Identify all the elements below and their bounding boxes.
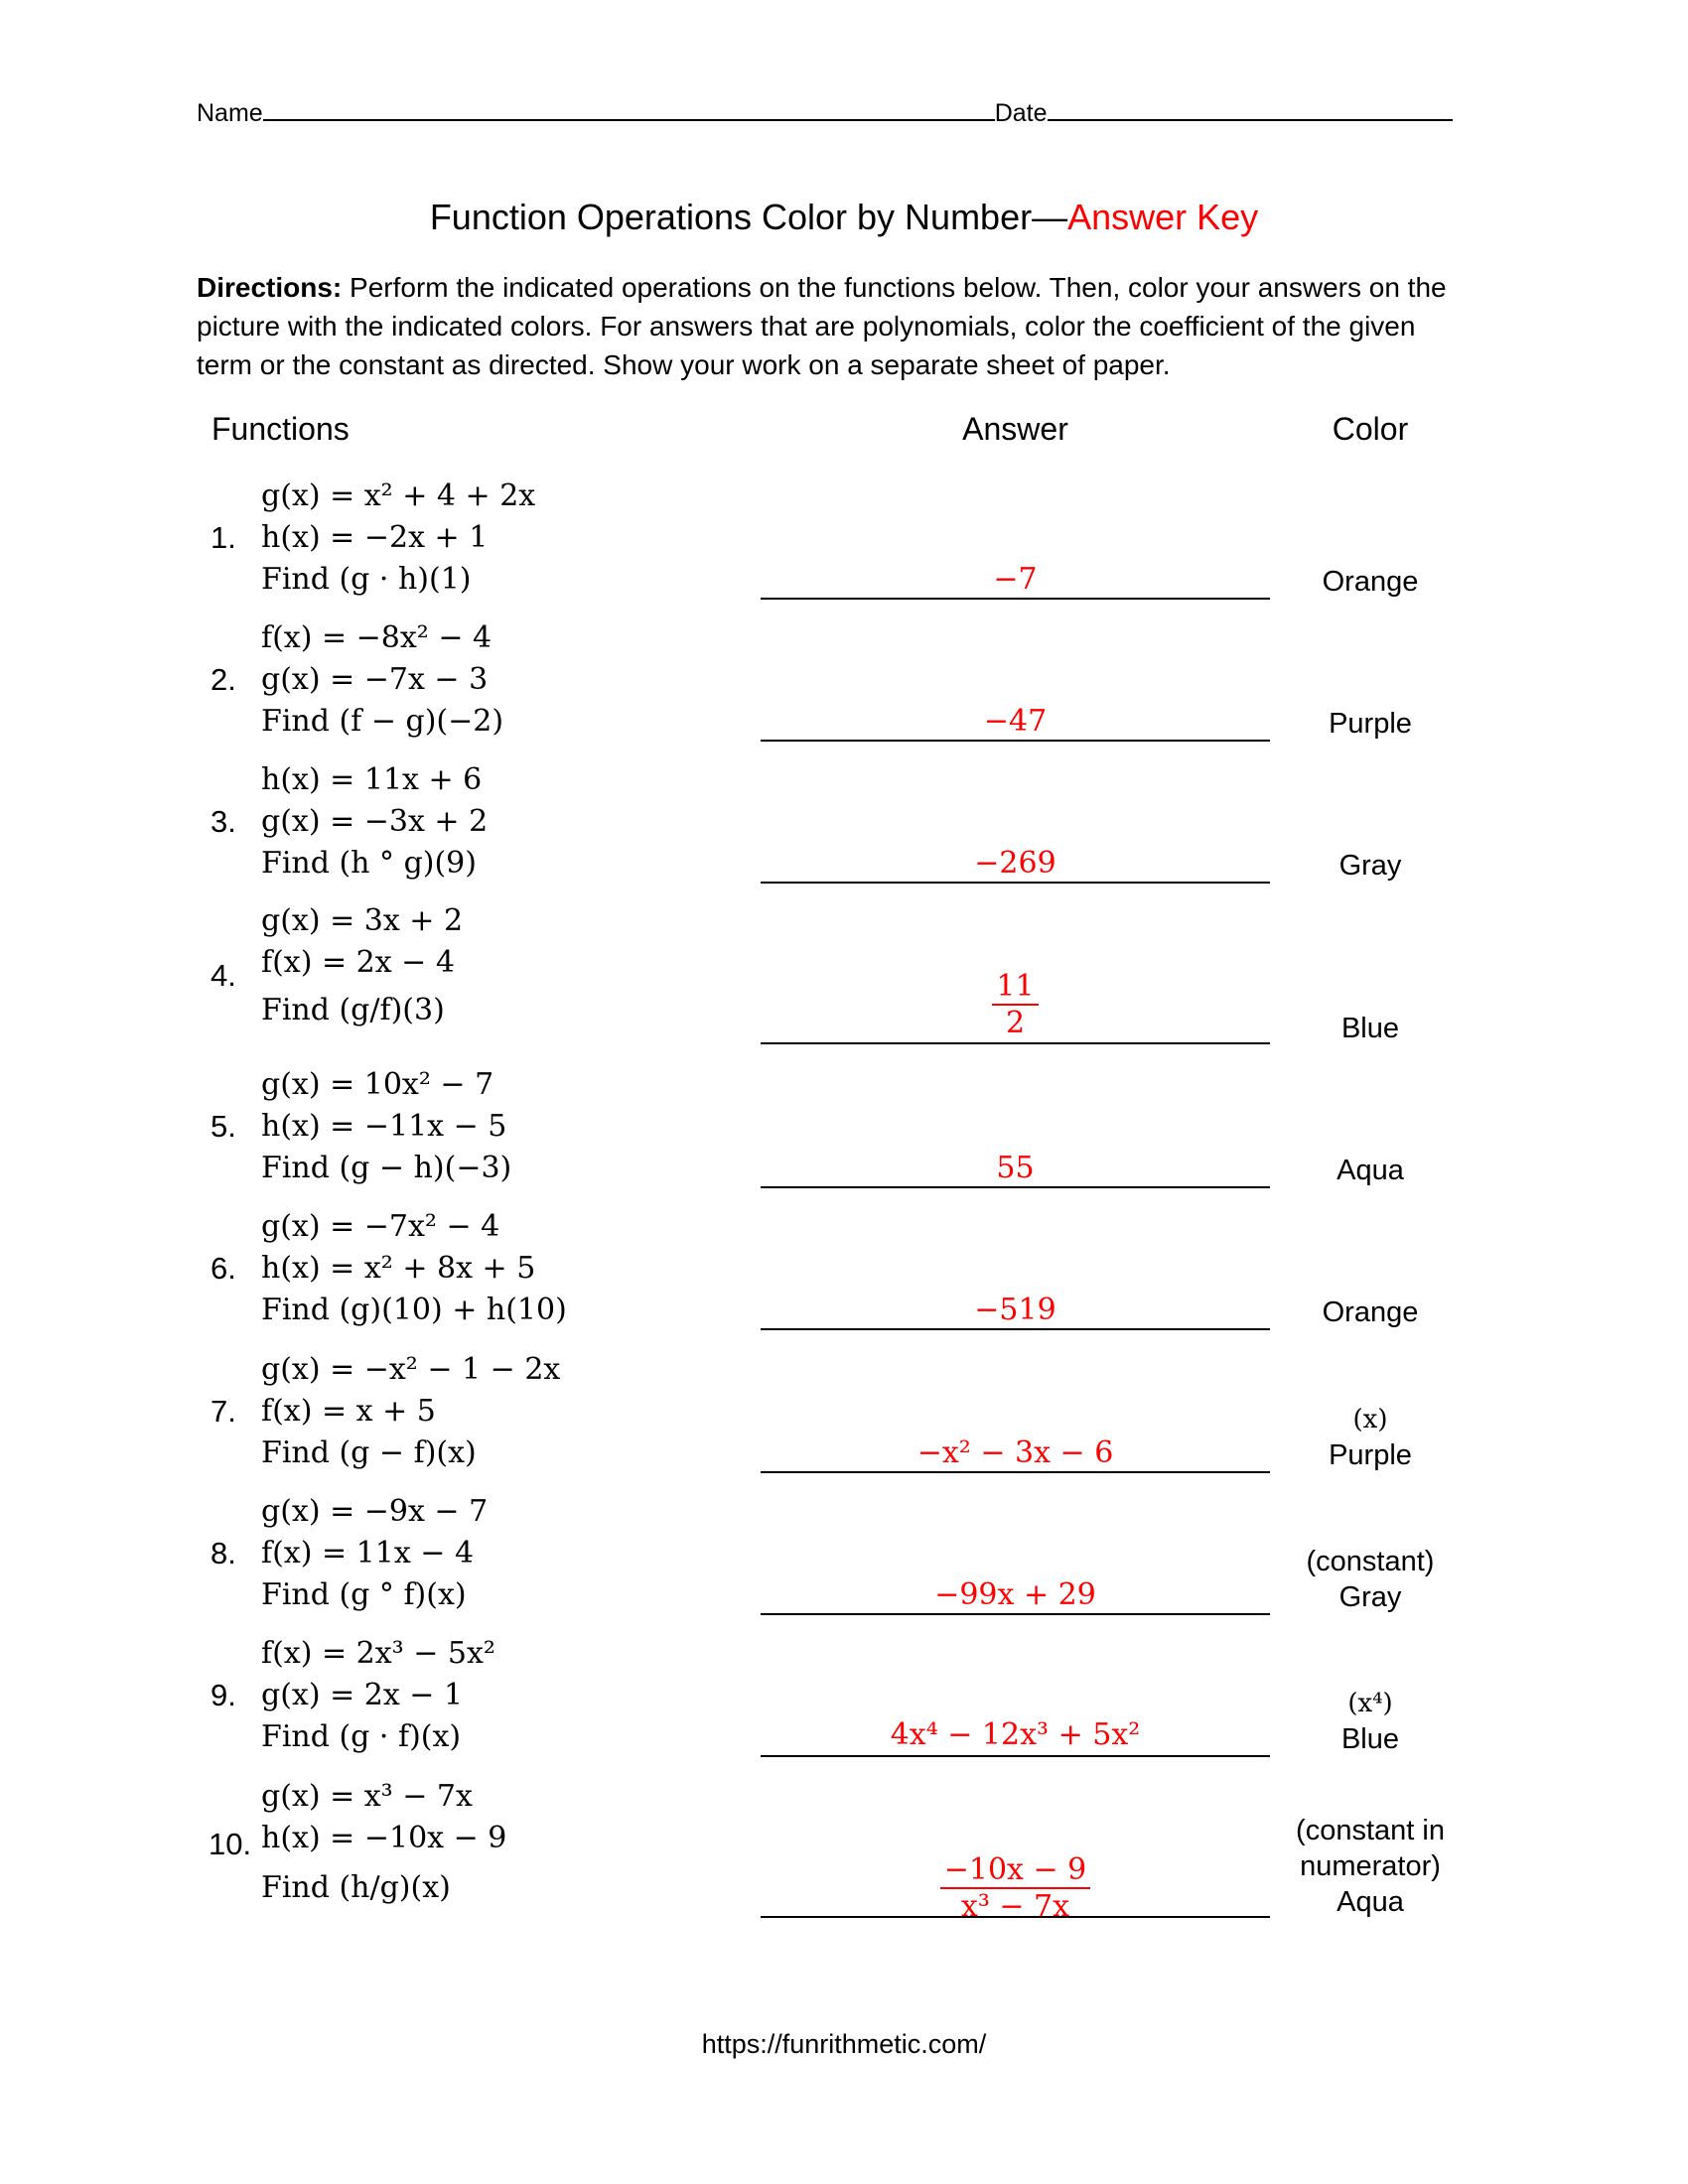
answer-value: 55 [996, 1151, 1035, 1185]
answer-blank-line [761, 1186, 1270, 1188]
function-line: g(x) = x² + 4 + 2x [261, 478, 536, 513]
answer-blank-line [761, 1916, 1270, 1918]
color-term-note: (x) [1352, 1405, 1388, 1434]
answer-blank-line [761, 598, 1270, 600]
problem-row-2 [0, 620, 1688, 761]
color-label: Gray [1338, 850, 1402, 882]
answer-denominator: x³ − 7x [960, 1889, 1070, 1924]
problem-number: 9. [211, 1678, 236, 1712]
function-line: f(x) = x + 5 [261, 1394, 436, 1429]
date-label: Date [994, 99, 1048, 127]
problem-number: 5. [211, 1109, 236, 1144]
answer-value: −99x + 29 [934, 1577, 1096, 1612]
answer-value: −269 [974, 846, 1056, 881]
answer-value: −7 [993, 562, 1038, 597]
answer-fraction [761, 969, 1270, 1040]
find-line: Find (g ° f)(x) [261, 1577, 467, 1612]
function-line: g(x) = 10x² − 7 [261, 1067, 494, 1102]
answer-value: −47 [983, 704, 1048, 739]
problem-number: 7. [211, 1394, 236, 1429]
find-line: Find (h ° g)(9) [261, 846, 477, 881]
column-header-color: Color [1332, 411, 1409, 447]
find-line: Find (f − g)(−2) [261, 704, 504, 739]
problem-row-9 [0, 1636, 1688, 1777]
column-header-answer: Answer [962, 411, 1068, 447]
find-line: Find (g/f)(3) [261, 993, 445, 1027]
name-field [197, 99, 1453, 128]
directions-label: Directions: [197, 272, 343, 303]
answer-denominator: 2 [1005, 1006, 1026, 1040]
answer-numerator: 11 [992, 969, 1038, 1006]
function-line: h(x) = −2x + 1 [261, 520, 489, 555]
answer-blank-line [761, 740, 1270, 742]
answer-value: −519 [974, 1293, 1056, 1327]
title-main: Function Operations Color by Number— [429, 197, 1068, 237]
find-line: Find (g · f)(x) [261, 1719, 462, 1754]
problem-row-10 [0, 1779, 1688, 1948]
problem-row-8 [0, 1494, 1688, 1635]
problem-row-3 [0, 762, 1688, 903]
function-line: f(x) = 2x³ − 5x² [261, 1636, 495, 1671]
problem-row-1 [0, 478, 1688, 619]
function-line: f(x) = −8x² − 4 [261, 620, 492, 655]
color-label: Aqua [1336, 1886, 1404, 1918]
find-line: Find (g − h)(−3) [261, 1151, 512, 1185]
function-line: g(x) = 2x − 1 [261, 1678, 464, 1712]
function-line: g(x) = 3x + 2 [261, 903, 464, 938]
color-label: Aqua [1336, 1155, 1404, 1186]
answer-numerator: −10x − 9 [940, 1852, 1091, 1889]
color-label: Blue [1340, 1013, 1400, 1044]
color-label: Orange [1322, 566, 1419, 598]
directions-text: Perform the indicated operations on the functions below. Then, color your answers on the picture with the indicated colors. For answers that are polynomials, color the coefficient of the given term or the constant as directed. Show your work on a separate sheet of paper. [197, 272, 1447, 380]
function-line: f(x) = 11x − 4 [261, 1536, 475, 1570]
answer-blank-line [761, 1328, 1270, 1330]
color-term-note: (x⁴) [1347, 1689, 1393, 1718]
function-line: h(x) = 11x + 6 [261, 762, 483, 797]
color-term-note-line2: numerator) [1300, 1850, 1441, 1882]
answer-blank-line [761, 1613, 1270, 1615]
function-line: h(x) = −10x − 9 [261, 1821, 507, 1855]
find-line: Find (h/g)(x) [261, 1870, 451, 1905]
find-line: Find (g)(10) + h(10) [261, 1293, 567, 1327]
color-label: Purple [1329, 1439, 1412, 1471]
color-label: Blue [1340, 1723, 1400, 1755]
problem-row-5 [0, 1067, 1688, 1208]
function-line: g(x) = −7x² − 4 [261, 1209, 500, 1244]
answer-value: 4x⁴ − 12x³ + 5x² [890, 1717, 1141, 1752]
problem-number: 10. [209, 1827, 252, 1861]
color-label: Purple [1329, 708, 1412, 740]
answer-blank-line [761, 1471, 1270, 1473]
function-line: g(x) = x³ − 7x [261, 1779, 473, 1814]
problem-row-4 [0, 903, 1688, 1062]
problem-number: 8. [211, 1536, 236, 1570]
name-blank-line [263, 119, 995, 121]
function-line: h(x) = x² + 8x + 5 [261, 1251, 536, 1286]
answer-fraction [761, 1852, 1270, 1924]
color-label: Gray [1338, 1581, 1402, 1613]
problem-number: 4. [211, 958, 236, 993]
name-label: Name [197, 99, 263, 127]
function-line: h(x) = −11x − 5 [261, 1109, 507, 1144]
page-title [0, 197, 1688, 238]
function-line: g(x) = −3x + 2 [261, 804, 489, 839]
answer-blank-line [761, 882, 1270, 884]
function-line: f(x) = 2x − 4 [261, 945, 455, 980]
directions [197, 268, 1468, 384]
answer-blank-line [761, 1042, 1270, 1044]
answer-value: −x² − 3x − 6 [916, 1435, 1114, 1470]
function-line: g(x) = −9x − 7 [261, 1494, 489, 1529]
problem-number: 2. [211, 662, 236, 697]
title-accent: Answer Key [1067, 197, 1259, 237]
footer-url[interactable]: https://funrithmetic.com/ [701, 2029, 987, 2059]
problem-number: 3. [211, 804, 236, 839]
problem-row-7 [0, 1352, 1688, 1493]
problem-row-6 [0, 1209, 1688, 1350]
column-header-functions: Functions [211, 411, 350, 447]
color-label: Orange [1322, 1297, 1419, 1328]
answer-blank-line [761, 1755, 1270, 1757]
problem-number: 1. [211, 520, 236, 555]
color-term-note-line1: (constant in [1296, 1815, 1445, 1846]
find-line: Find (g · h)(1) [261, 562, 472, 597]
date-blank-line [1048, 119, 1453, 121]
function-line: g(x) = −x² − 1 − 2x [261, 1352, 561, 1387]
color-term-note: (constant) [1306, 1546, 1435, 1577]
find-line: Find (g − f)(x) [261, 1435, 477, 1470]
problem-number: 6. [211, 1251, 236, 1286]
function-line: g(x) = −7x − 3 [261, 662, 489, 697]
